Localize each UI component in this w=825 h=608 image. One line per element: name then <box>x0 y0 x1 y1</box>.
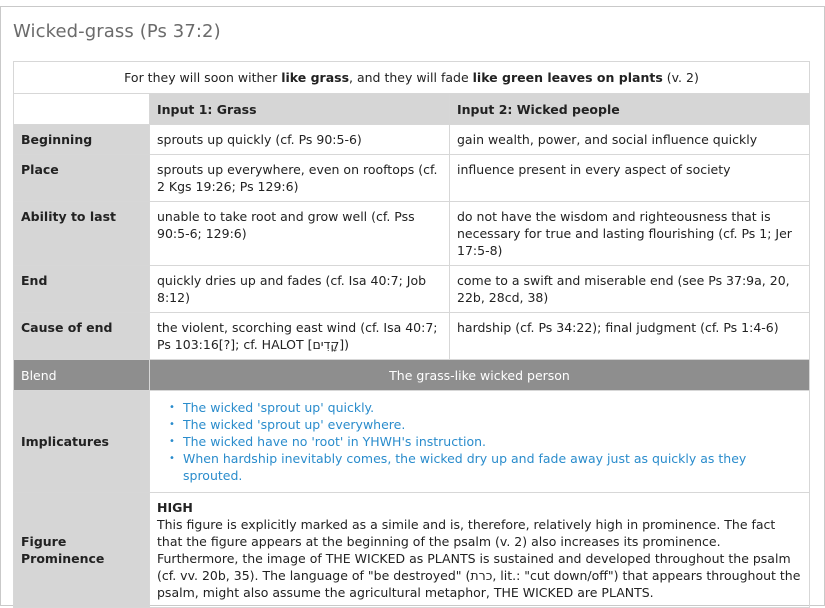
quote-pre: For they will soon wither <box>124 70 282 85</box>
row-label: Place <box>14 155 150 202</box>
row-label: Ability to last <box>14 202 150 266</box>
quote-bold-grass: like grass <box>281 70 350 85</box>
table-row <box>14 313 810 360</box>
list-item: • When hardship inevitably comes, the wicked dry up and fade away just as quickly as they sprouted. <box>169 450 802 484</box>
prominence-text: This figure is explicitly marked as a simile and is, therefore, relatively high in prominence. The fact that the figure appears at the beginning of the psalm (v. 2) also increases its prominence. Furthermore, the image of THE WICKED as PLANTS is sustained and developed throughout the psalm (cf. vv. 20b, 35). The language of "be destroyed" (כרת, lit.: "cut down/off") that appears throughout the psalm, might also assume the agricultural metaphor, THE WICKED are PLANTS. <box>157 517 801 600</box>
table-row <box>14 125 810 155</box>
blend-row <box>14 360 810 391</box>
wicked-cell: do not have the wisdom and righteousness that is necessary for true and lasting flourishing (cf. Ps 1; Jer 17:5-8) <box>450 202 810 266</box>
wicked-cell: gain wealth, power, and social influence quickly <box>450 125 810 155</box>
grass-cell: the violent, scorching east wind (cf. Isa 40:7; Ps 103:16[?]; cf. HALOT [קָדִים]) <box>150 313 450 360</box>
page-title: Wicked-grass (Ps 37:2) <box>13 21 221 42</box>
figure-analysis-table <box>13 61 810 608</box>
content-frame <box>0 6 825 606</box>
prominence-row <box>14 493 810 608</box>
prominence-label: Figure Prominence <box>14 493 150 608</box>
blend-label: Blend <box>14 360 150 391</box>
table-row <box>14 266 810 313</box>
implicatures-cell <box>150 391 810 493</box>
blend-value: The grass-like wicked person <box>150 360 810 391</box>
grass-cell: sprouts up quickly (cf. Ps 90:5-6) <box>150 125 450 155</box>
prominence-level: HIGH <box>157 500 193 515</box>
implicatures-row <box>14 391 810 493</box>
quote-bold-leaves: like green leaves on plants <box>472 70 663 85</box>
implicatures-list <box>157 399 802 484</box>
list-item: • The wicked have no 'root' in YHWH's instruction. <box>169 433 802 450</box>
wicked-cell: influence present in every aspect of society <box>450 155 810 202</box>
quote-post: (v. 2) <box>662 70 699 85</box>
row-label: End <box>14 266 150 313</box>
quote-mid: , and they will fade <box>349 70 473 85</box>
implicatures-label: Implicatures <box>14 391 150 493</box>
header-input-2: Input 2: Wicked people <box>450 94 810 125</box>
grass-cell: unable to take root and grow well (cf. Pss 90:5-6; 129:6) <box>150 202 450 266</box>
table-row <box>14 202 810 266</box>
row-label: Beginning <box>14 125 150 155</box>
wicked-cell: hardship (cf. Ps 34:22); final judgment (cf. Ps 1:4-6) <box>450 313 810 360</box>
grass-cell: quickly dries up and fades (cf. Isa 40:7; Job 8:12) <box>150 266 450 313</box>
header-blank-cell <box>14 94 150 125</box>
verse-quote <box>14 62 810 94</box>
header-input-1: Input 1: Grass <box>150 94 450 125</box>
row-label: Cause of end <box>14 313 150 360</box>
header-row <box>14 94 810 125</box>
prominence-cell <box>150 493 810 608</box>
quote-row <box>14 62 810 94</box>
wicked-cell: come to a swift and miserable end (see Ps 37:9a, 20, 22b, 28cd, 38) <box>450 266 810 313</box>
table-row <box>14 155 810 202</box>
list-item: • The wicked 'sprout up' everywhere. <box>169 416 802 433</box>
grass-cell: sprouts up everywhere, even on rooftops (cf. 2 Kgs 19:26; Ps 129:6) <box>150 155 450 202</box>
list-item: • The wicked 'sprout up' quickly. <box>169 399 802 416</box>
